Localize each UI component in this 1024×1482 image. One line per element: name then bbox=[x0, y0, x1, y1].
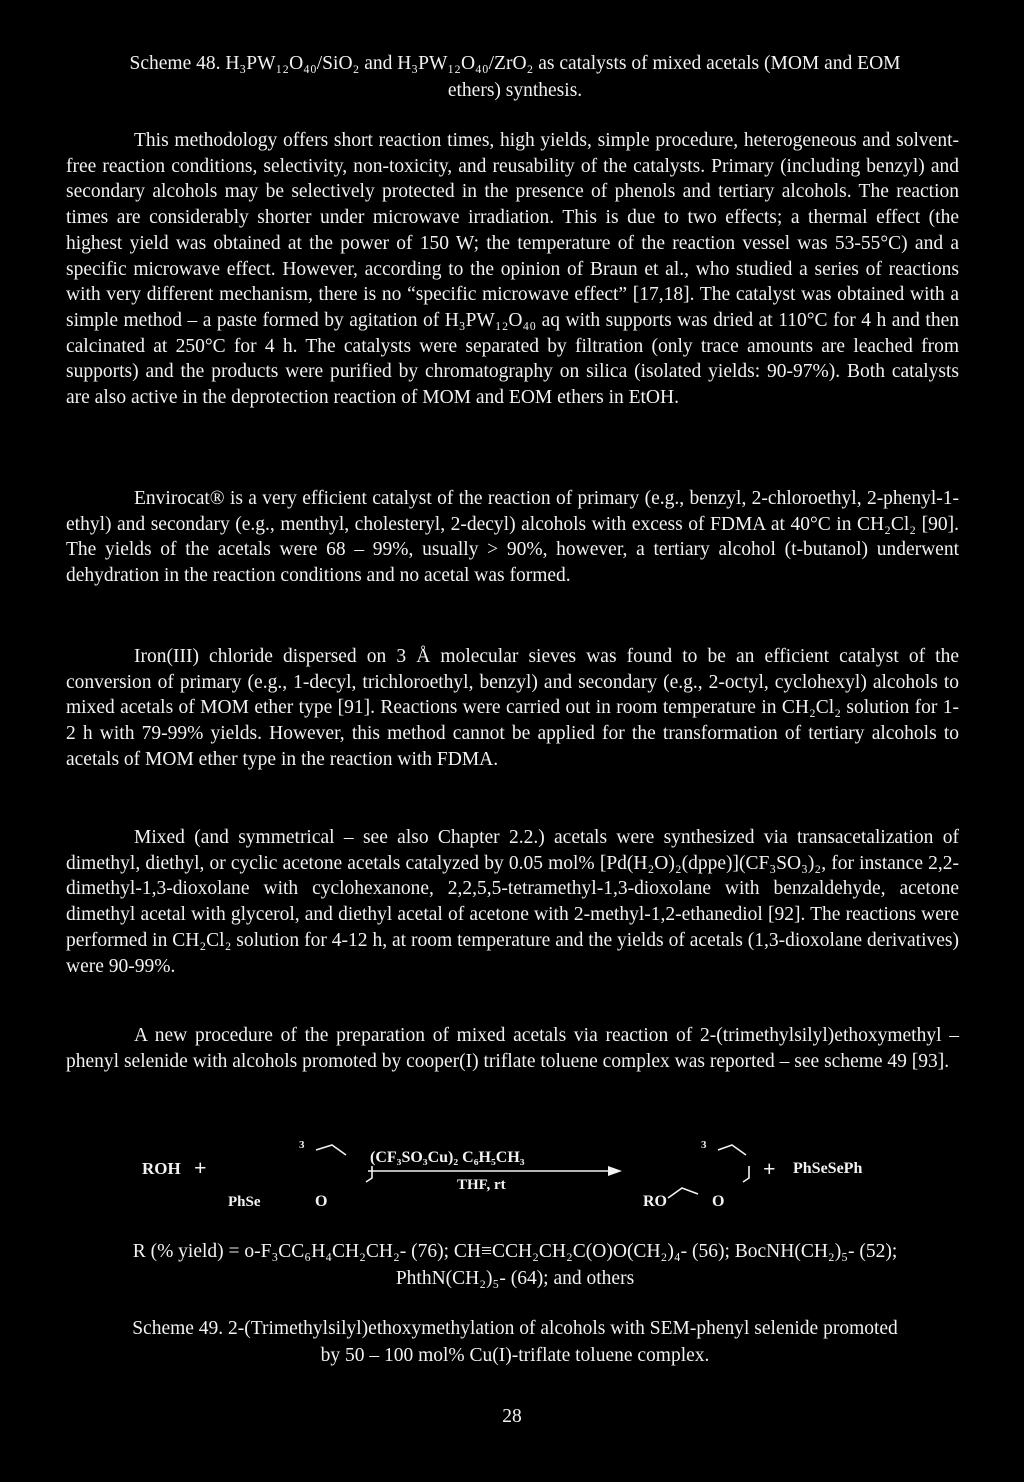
scheme49-yields-line2: PhthN(CH₂)₅- (64); and others bbox=[395, 1268, 635, 1289]
reactant-oxygen: O bbox=[315, 1193, 328, 1210]
product-ro: RO bbox=[643, 1193, 667, 1210]
scheme49-caption-line2: by 50 – 100 mol% Cu(I)-triflate toluene complex. bbox=[320, 1345, 710, 1366]
product-phseseph: PhSeSePh bbox=[793, 1160, 863, 1177]
reactant-phse: PhSe bbox=[228, 1194, 261, 1210]
scheme49-reaction-diagram bbox=[60, 1130, 960, 1230]
plus-sign-left: + bbox=[194, 1155, 207, 1180]
paragraph-5 bbox=[66, 1023, 959, 1074]
paragraph-1 bbox=[66, 128, 959, 411]
scheme49-yields bbox=[60, 1238, 970, 1292]
reagent-catalyst: (CF₃SO₃Cu)₂ C₆H₅CH₃ bbox=[370, 1149, 525, 1166]
paragraph-4-text: Mixed (and symmetrical – see also Chapter 2.2.) acetals were synthesized via transacetalization of dimethyl, diethyl, or cyclic acetone acetals catalyzed by 0.05 mol% [Pd(H₂O)₂(dppe)](CF₃SO₃)₂, for instance 2,2-dimethyl-1,3-dioxolane with cyclohexanone, 2,2,5,5-tetramethyl-1,3-dioxolane with benzaldehyde, acetone dimethyl acetal with glycerol, and diethyl acetal of acetone with 2-methyl-1,2-ethanediol [92]. The reactions were performed in CH₂Cl₂ solution for 4-12 h, at room temperature and the yields of acetals (1,3-dioxolane derivatives) were 90-99%. bbox=[66, 827, 959, 977]
reagent-conditions: THF, rt bbox=[457, 1177, 506, 1193]
paragraph-3-text: Iron(III) chloride dispersed on 3 Å molecular sieves was found to be an efficient catalyst of the conversion of primary (e.g., 1-decyl, trichloroethyl, benzyl) and secondary (e.g., 2-octyl, cyclohexyl) alcohols to mixed acetals of MOM ether type [91]. Reactions were carried out in room temperature in CH₂Cl₂ solution for 1-2 h with 79-99% yields. However, this method cannot be applied for the transformation of tertiary alcohols to acetals of MOM ether type in the reaction with FDMA. bbox=[66, 646, 959, 770]
scheme49-yields-line1: R (% yield) = o-F₃CC₆H₄CH₂CH₂- (76); CH≡CCH₂CH₂C(O)O(CH₂)₄- (56); BocNH(CH₂)₅- (52); bbox=[132, 1241, 898, 1262]
scheme48-caption-line2: ethers) synthesis. bbox=[447, 80, 583, 101]
reaction-arrow-head bbox=[608, 1166, 622, 1176]
paragraph-5-text: A new procedure of the preparation of mixed acetals via reaction of 2-(trimethylsilyl)ethoxymethyl – phenyl selenide with alcohols promoted by cooper(I) triflate toluene complex was reported – see scheme 49 [93]. bbox=[66, 1025, 959, 1072]
sem-bracket-left bbox=[366, 1166, 372, 1182]
sem-superscript-right: 3 bbox=[701, 1139, 707, 1151]
sem-bond-right bbox=[718, 1145, 746, 1155]
paragraph-2-text: Envirocat® is a very efficient catalyst of the reaction of primary (e.g., benzyl, 2-chloroethyl, 2-phenyl-1-ethyl) and secondary (e.g., menthyl, cholesteryl, 2-decyl) alcohols with excess of FDMA at 40°C in CH₂Cl₂ [90]. The yields of the acetals were 68 – 99%, usually > 90%, however, a tertiary alcohol (t-butanol) underwent dehydration in the reaction conditions and no acetal was formed. bbox=[66, 488, 959, 587]
plus-sign-right: + bbox=[763, 1156, 776, 1181]
paragraph-4 bbox=[66, 825, 959, 979]
scheme48-caption-line1: Scheme 48. H₃PW₁₂O₄₀/SiO₂ and H₃PW₁₂O₄₀/ZrO₂ as catalysts of mixed acetals (MOM and EOM bbox=[129, 53, 901, 74]
scheme49-caption-line1: Scheme 49. 2-(Trimethylsilyl)ethoxymethylation of alcohols with SEM-phenyl selenide promoted bbox=[132, 1318, 898, 1339]
product-chain-bond bbox=[668, 1188, 698, 1198]
scheme49-caption bbox=[60, 1315, 970, 1369]
paragraph-3 bbox=[66, 644, 959, 773]
sem-bracket-right bbox=[743, 1166, 749, 1182]
page-number: 28 bbox=[502, 1406, 522, 1427]
scheme48-caption bbox=[60, 50, 970, 104]
reactant-roh: ROH bbox=[142, 1159, 181, 1178]
product-oxygen: O bbox=[712, 1193, 725, 1210]
sem-superscript-left: 3 bbox=[299, 1139, 305, 1151]
sem-bond-left bbox=[316, 1145, 346, 1155]
paragraph-1-text: This methodology offers short reaction times, high yields, simple procedure, heterogeneous and solvent-free reaction conditions, selectivity, non-toxicity, and reusability of the catalysts. Primary (including benzyl) and secondary alcohols may be selectively protected in the presence of phenols and tertiary alcohols. The reaction times are considerably shorter under microwave irradiation. This is due to two effects; a thermal effect (the highest yield was obtained at the power of 150 W; the temperature of the reaction vessel was 53-55°C) and a specific microwave effect. However, according to the opinion of Braun et al., who studied a series of reactions with very different mechanism, there is no “specific microwave effect” [17,18]. The catalyst was obtained with a simple method – a paste formed by agitation of H₃PW₁₂O₄₀ aq with supports was dried at 110°C for 4 h and then calcinated at 250°C for 4 h. The catalysts were separated by filtration (only trace amounts are leached from supports) and the products were purified by chromatography on silica (isolated yields: 90-97%). Both catalysts are also active in the deprotection reaction of MOM and EOM ethers in EtOH. bbox=[66, 130, 959, 409]
paragraph-2 bbox=[66, 486, 959, 589]
